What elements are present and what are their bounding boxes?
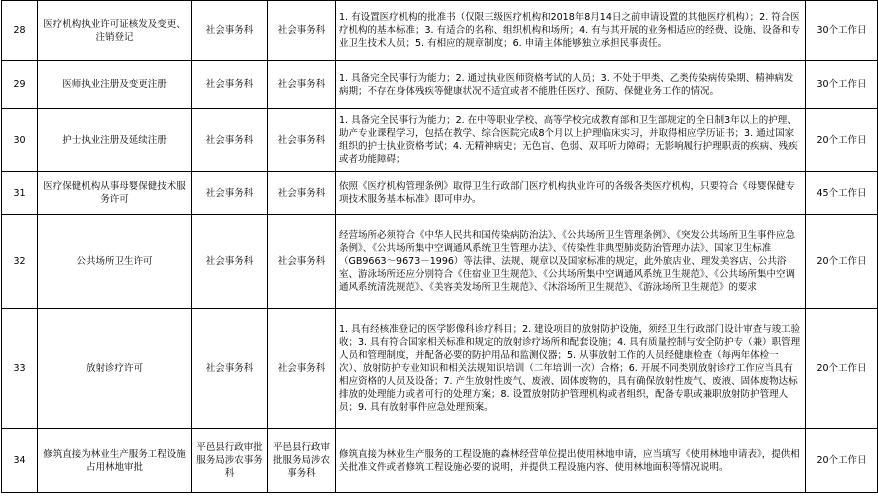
handling-department: 社会事务科 (192, 1, 268, 61)
item-name: 医疗保健机构从事母婴保健技术服务许可 (38, 172, 192, 215)
conditions-text: 1. 具有经核准登记的医学影像科诊疗科目；2. 建设项目的放射防护设施，须经卫生行政部门设计审查与竣工验收；3. 具有符合国家相关标准和规定的放射诊疗场所和配套设施；4. 具有质量控制与安全防护专（兼）职管理人员和管理制度，并配备必要的防护用品和监测仪器；5. 从事放射工作的人员经健康检查（每两年体检一次）、放射防护专业知识和相关法规知识培训（二年培训一次）合格；6. 开展不同类别放射诊疗工作应当具有相应资格的人员及设备；7. 产生放射性废气、废液、固体废物的，具有确保放射性废气、废液、固体废物达标排放的处理能力或者可行的处理方案；8. 设置放射防护管理机构或者组织，配备专职或兼职放射防护管理人员；9. 具有放射事件应急处理预案。 (336, 309, 806, 429)
row-number: 33 (2, 309, 38, 429)
handling-department: 社会事务科 (192, 215, 268, 309)
responsible-department: 平邑县行政审批服务局涉农事务科 (268, 429, 336, 493)
row-number: 29 (2, 61, 38, 109)
row-number: 31 (2, 172, 38, 215)
row-number: 28 (2, 1, 38, 61)
responsible-department: 社会事务科 (268, 172, 336, 215)
table-row (2, 215, 878, 309)
approval-items-table (1, 0, 878, 493)
table-row (2, 61, 878, 109)
time-limit: 30个工作日 (806, 1, 878, 61)
responsible-department: 社会事务科 (268, 309, 336, 429)
time-limit: 20个工作日 (806, 309, 878, 429)
time-limit: 45个工作日 (806, 172, 878, 215)
time-limit: 20个工作日 (806, 429, 878, 493)
item-name: 放射诊疗许可 (38, 309, 192, 429)
table-row (2, 429, 878, 493)
handling-department: 平邑县行政审批服务局涉农事务科 (192, 429, 268, 493)
handling-department: 社会事务科 (192, 109, 268, 172)
responsible-department: 社会事务科 (268, 61, 336, 109)
conditions-text: 1. 具备完全民事行为能力；2. 在中等职业学校、高等学校完成教育部和卫生部规定的全日制3年以上的护理、助产专业课程学习，包括在教学、综合医院完成8个月以上护理临床实习，并取得相应学历证书；3. 通过国家组织的护士执业资格考试；4. 无精神病史；无色盲、色弱、双耳听力障碍；无影响履行护理职责的疾病、残疾或者功能障碍； (336, 109, 806, 172)
table-row (2, 109, 878, 172)
responsible-department: 社会事务科 (268, 215, 336, 309)
item-name: 医疗机构执业许可证核发及变更、注销登记 (38, 1, 192, 61)
row-number: 34 (2, 429, 38, 493)
conditions-text: 依照《医疗机构管理条例》取得卫生行政部门医疗机构执业许可的各级各类医疗机构，只要符合《母婴保健专项技术服务基本标准》即可申办。 (336, 172, 806, 215)
handling-department: 社会事务科 (192, 309, 268, 429)
handling-department: 社会事务科 (192, 172, 268, 215)
time-limit: 20个工作日 (806, 109, 878, 172)
handling-department: 社会事务科 (192, 61, 268, 109)
time-limit: 20个工作日 (806, 215, 878, 309)
table-row (2, 309, 878, 429)
responsible-department: 社会事务科 (268, 109, 336, 172)
time-limit: 30个工作日 (806, 61, 878, 109)
item-name: 公共场所卫生许可 (38, 215, 192, 309)
conditions-text: 经营场所必须符合《中华人民共和国传染病防治法》、《公共场所卫生管理条例》、《突发公共场所卫生事件应急条例》、《公共场所集中空调通风系统卫生管理办法》、《传染性非典型肺炎防治管理办法》、国家卫生标准（GB9663～9673－1996）等法律、法规、规章以及国家标准的规定，此外旅店业、理发美容店、公共浴室、游泳场所还应分别符合《住宿业卫生规范》、《公共场所集中空调通风系统卫生规范》、《公共场所集中空调通风系统清洗规范》、《美容美发场所卫生规范》、《沐浴场所卫生规范》、《游泳场所卫生规范》的要求 (336, 215, 806, 309)
table-row (2, 172, 878, 215)
row-number: 32 (2, 215, 38, 309)
responsible-department: 社会事务科 (268, 1, 336, 61)
conditions-text: 修筑直接为林业生产服务的工程设施的森林经营单位提出使用林地申请，应当填写《使用林地申请表》，提供相关批准文件或者修筑工程设施必要的说明，并提供工程设施内容、使用林地面积等情况说明。 (336, 429, 806, 493)
conditions-text: 1. 有设置医疗机构的批准书（仅限三级医疗机构和2018年8月14日之前申请设置的其他医疗机构）；2. 符合医疗机构的基本标准；3. 有适合的名称、组织机构和场所；4. 有与其开展的业务相适应的经费、设施、设备和专业卫生技术人员；5. 有相应的规章制度；6. 申请主体能够独立承担民事责任。 (336, 1, 806, 61)
conditions-text: 1. 具备完全民事行为能力；2. 通过执业医师资格考试的人员；3. 不处于甲类、乙类传染病传染期、精神病发病期；不存在身体残疾等健康状况不适宜或者不能胜任医疗、预防、保健业务工作的情况。 (336, 61, 806, 109)
item-name: 护士执业注册及延续注册 (38, 109, 192, 172)
row-number: 30 (2, 109, 38, 172)
item-name: 修筑直接为林业生产服务工程设施占用林地审批 (38, 429, 192, 493)
item-name: 医师执业注册及变更注册 (38, 61, 192, 109)
table-row (2, 1, 878, 61)
